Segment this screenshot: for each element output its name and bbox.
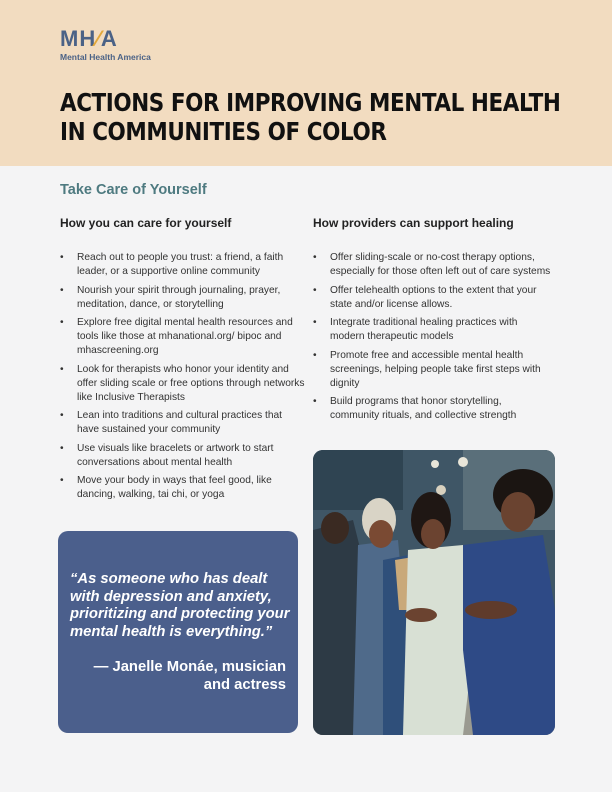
provider-support-list — [313, 251, 553, 428]
logo-mark-left: MH — [60, 26, 97, 51]
logo-subtitle: Mental Health America — [60, 52, 151, 62]
section-heading: Take Care of Yourself — [60, 182, 207, 198]
photo-illustration — [313, 450, 555, 735]
list-item: • Reach out to people you trust: a friend, a faith leader, or a supportive online community — [60, 252, 284, 277]
title-line-1: ACTIONS FOR IMPROVING MENTAL HEALTH — [60, 88, 561, 117]
list-item-text: Offer sliding-scale or no-cost therapy options, especially for those often left out of care systems — [330, 252, 551, 277]
page-title — [60, 88, 561, 146]
list-item-text: Lean into traditions and cultural practices that have sustained your community — [77, 410, 283, 435]
list-item-text: Promote free and accessible mental health screenings, helping people take first steps with dignity — [330, 349, 541, 389]
list-item: • Integrate traditional healing practices with modern therapeutic models — [313, 317, 518, 342]
list-item-text: Build programs that honor storytelling, community rituals, and collective strength — [330, 396, 517, 421]
list-item: • Nourish your spirit through journaling, prayer, meditation, dance, or storytelling — [60, 284, 281, 310]
list-item: • Offer sliding-scale or no-cost therapy options, especially for those often left out of care systems — [313, 252, 551, 277]
list-item-text: Use visuals like bracelets or artwork to start conversations about mental health — [77, 442, 274, 468]
title-line-2: IN COMMUNITIES OF COLOR — [60, 117, 387, 146]
quote-text: “As someone who has dealt with depression and anxiety, prioritizing and protecting your mental health is everything.” — [70, 571, 290, 640]
logo-mark — [60, 28, 180, 50]
list-item-text: Look for therapists who honor your identity and offer sliding scale or free options through networks like Inclusive Therapists — [77, 363, 305, 403]
community-photo — [313, 450, 555, 735]
logo-mark-right: A — [100, 26, 118, 51]
list-item-text: Reach out to people you trust: a friend, a faith leader, or a supportive online community — [77, 252, 284, 277]
list-item-text: Explore free digital mental health resources and tools like those at mhanational.org/ bipoc and mhascreening.org — [77, 317, 293, 356]
list-item-text: Integrate traditional healing practices with modern therapeutic models — [330, 317, 518, 342]
quote-box — [58, 531, 298, 733]
list-item-text: Offer telehealth options to the extent that your state and/or license allows. — [330, 284, 537, 310]
list-item-text: Nourish your spirit through journaling, prayer, meditation, dance, or storytelling — [77, 284, 281, 310]
mha-logo — [60, 28, 180, 70]
list-item: • Lean into traditions and cultural practices that have sustained your community — [60, 410, 283, 435]
list-item: • Offer telehealth options to the extent that your state and/or license allows. — [313, 284, 537, 310]
right-column-heading: How providers can support healing — [313, 216, 514, 230]
logo-mark-accent: ⁄ — [96, 26, 101, 51]
list-item: • Use visuals like bracelets or artwork to start conversations about mental health — [60, 442, 274, 468]
list-item: • Build programs that honor storytelling, community rituals, and collective strength — [313, 396, 517, 421]
left-column-heading: How you can care for yourself — [60, 216, 232, 230]
quote-attribution: — Janelle Monáe, musician and actress — [93, 659, 286, 693]
list-item: • Explore free digital mental health resources and tools like those at mhanational.org/ bipoc and mhascreening.org — [60, 317, 293, 356]
list-item: • Move your body in ways that feel good, like dancing, walking, tai chi, or yoga — [60, 475, 272, 500]
list-item: • Promote free and accessible mental health screenings, helping people take first steps with dignity — [313, 349, 541, 389]
self-care-list — [60, 251, 305, 507]
list-item: • Look for therapists who honor your identity and offer sliding scale or free options through networks like Inclusive Therapists — [60, 363, 305, 403]
list-item-text: Move your body in ways that feel good, like dancing, walking, tai chi, or yoga — [77, 475, 272, 500]
